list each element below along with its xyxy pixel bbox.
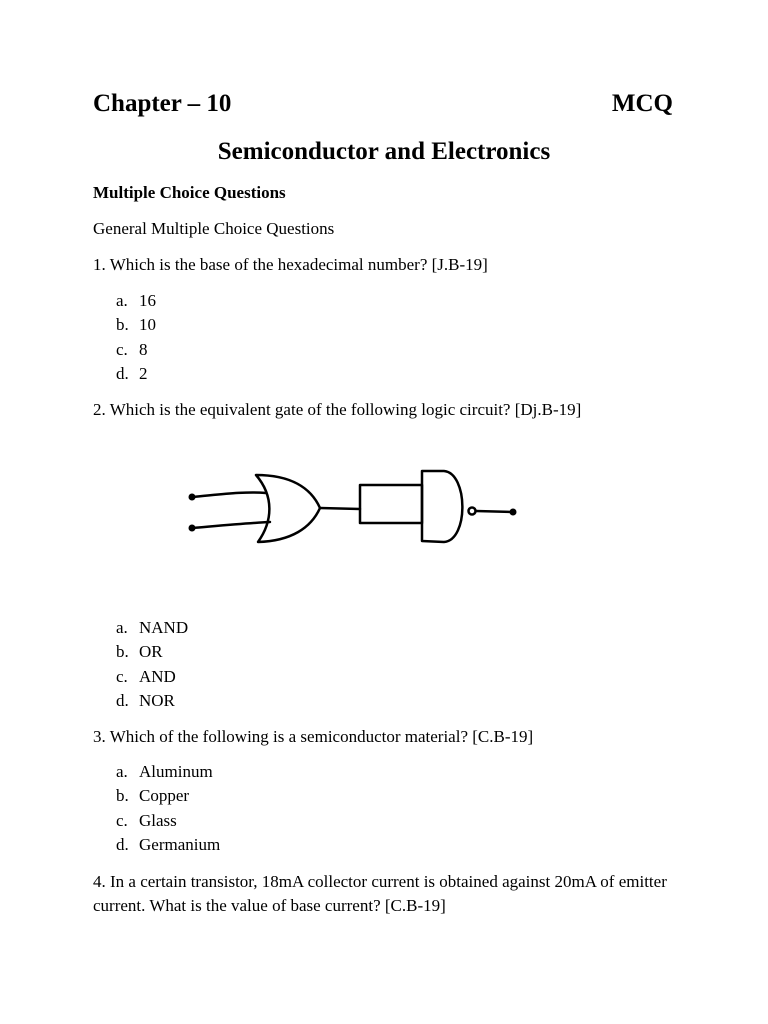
- input-terminal-a: [189, 494, 196, 501]
- subheading: General Multiple Choice Questions: [93, 219, 335, 238]
- option-text: 16: [139, 291, 156, 310]
- option-item: [116, 616, 188, 640]
- question-2-options: [116, 616, 188, 713]
- question-3-options: [116, 760, 220, 857]
- input-wire-b: [192, 522, 270, 528]
- option-letter: c.: [116, 666, 128, 686]
- option-letter: d.: [116, 690, 129, 710]
- logic-circuit-diagram: [186, 466, 526, 550]
- option-text: Copper: [139, 786, 190, 806]
- option-letter: c.: [116, 339, 128, 359]
- section-heading: Multiple Choice Questions: [93, 183, 286, 202]
- or-gate-icon: [256, 475, 320, 542]
- option-letter: b.: [116, 786, 129, 806]
- option-item: [116, 833, 220, 857]
- option-letter: c.: [116, 810, 128, 830]
- question-4: 4. In a certain transistor, 18mA collector current is obtained against 20mA of emitter current. What is the value of base current? [C.B-19]: [93, 872, 667, 915]
- option-text: NAND: [139, 618, 189, 637]
- option-item: [116, 689, 188, 713]
- option-text: Aluminum: [139, 762, 213, 781]
- option-letter: a.: [116, 618, 128, 637]
- option-letter: b.: [116, 642, 129, 662]
- mcq-label: MCQ: [611, 90, 673, 117]
- nand-gate-icon: [422, 471, 462, 542]
- option-letter: a.: [116, 762, 128, 781]
- output-terminal: [510, 509, 517, 516]
- input-terminal-b: [189, 525, 196, 532]
- option-item: [116, 640, 188, 664]
- option-text: Germanium: [139, 834, 221, 854]
- option-text: 2: [139, 363, 148, 383]
- question-1-options: [116, 289, 156, 386]
- question-1: 1. Which is the base of the hexadecimal number? [J.B-19]: [93, 255, 488, 274]
- option-item: [116, 289, 156, 313]
- question-2: 2. Which is the equivalent gate of the following logic circuit? [Dj.B-19]: [93, 400, 582, 419]
- option-letter: d.: [116, 834, 129, 854]
- page-title: Semiconductor and Electronics: [217, 138, 551, 165]
- buffer-box-icon: [360, 485, 422, 523]
- option-text: 8: [139, 339, 148, 359]
- inversion-bubble-icon: [469, 508, 476, 515]
- option-text: 10: [139, 315, 156, 335]
- option-text: NOR: [139, 690, 175, 710]
- option-text: AND: [139, 666, 176, 686]
- option-letter: a.: [116, 291, 128, 310]
- option-item: [116, 809, 220, 833]
- option-item: [116, 362, 156, 386]
- question-3: 3. Which of the following is a semiconductor material? [C.B-19]: [93, 727, 534, 746]
- chapter-label: Chapter – 10: [93, 90, 232, 117]
- option-item: [116, 338, 156, 362]
- input-wire-a: [192, 492, 266, 497]
- option-text: Glass: [139, 810, 177, 830]
- option-letter: b.: [116, 315, 129, 335]
- option-letter: d.: [116, 363, 129, 383]
- or-output-wire: [320, 508, 360, 509]
- option-item: [116, 784, 220, 808]
- chapter-header: [93, 86, 673, 122]
- option-item: [116, 760, 220, 784]
- option-item: [116, 665, 188, 689]
- option-text: OR: [139, 642, 163, 662]
- option-item: [116, 313, 156, 337]
- output-wire: [476, 511, 513, 512]
